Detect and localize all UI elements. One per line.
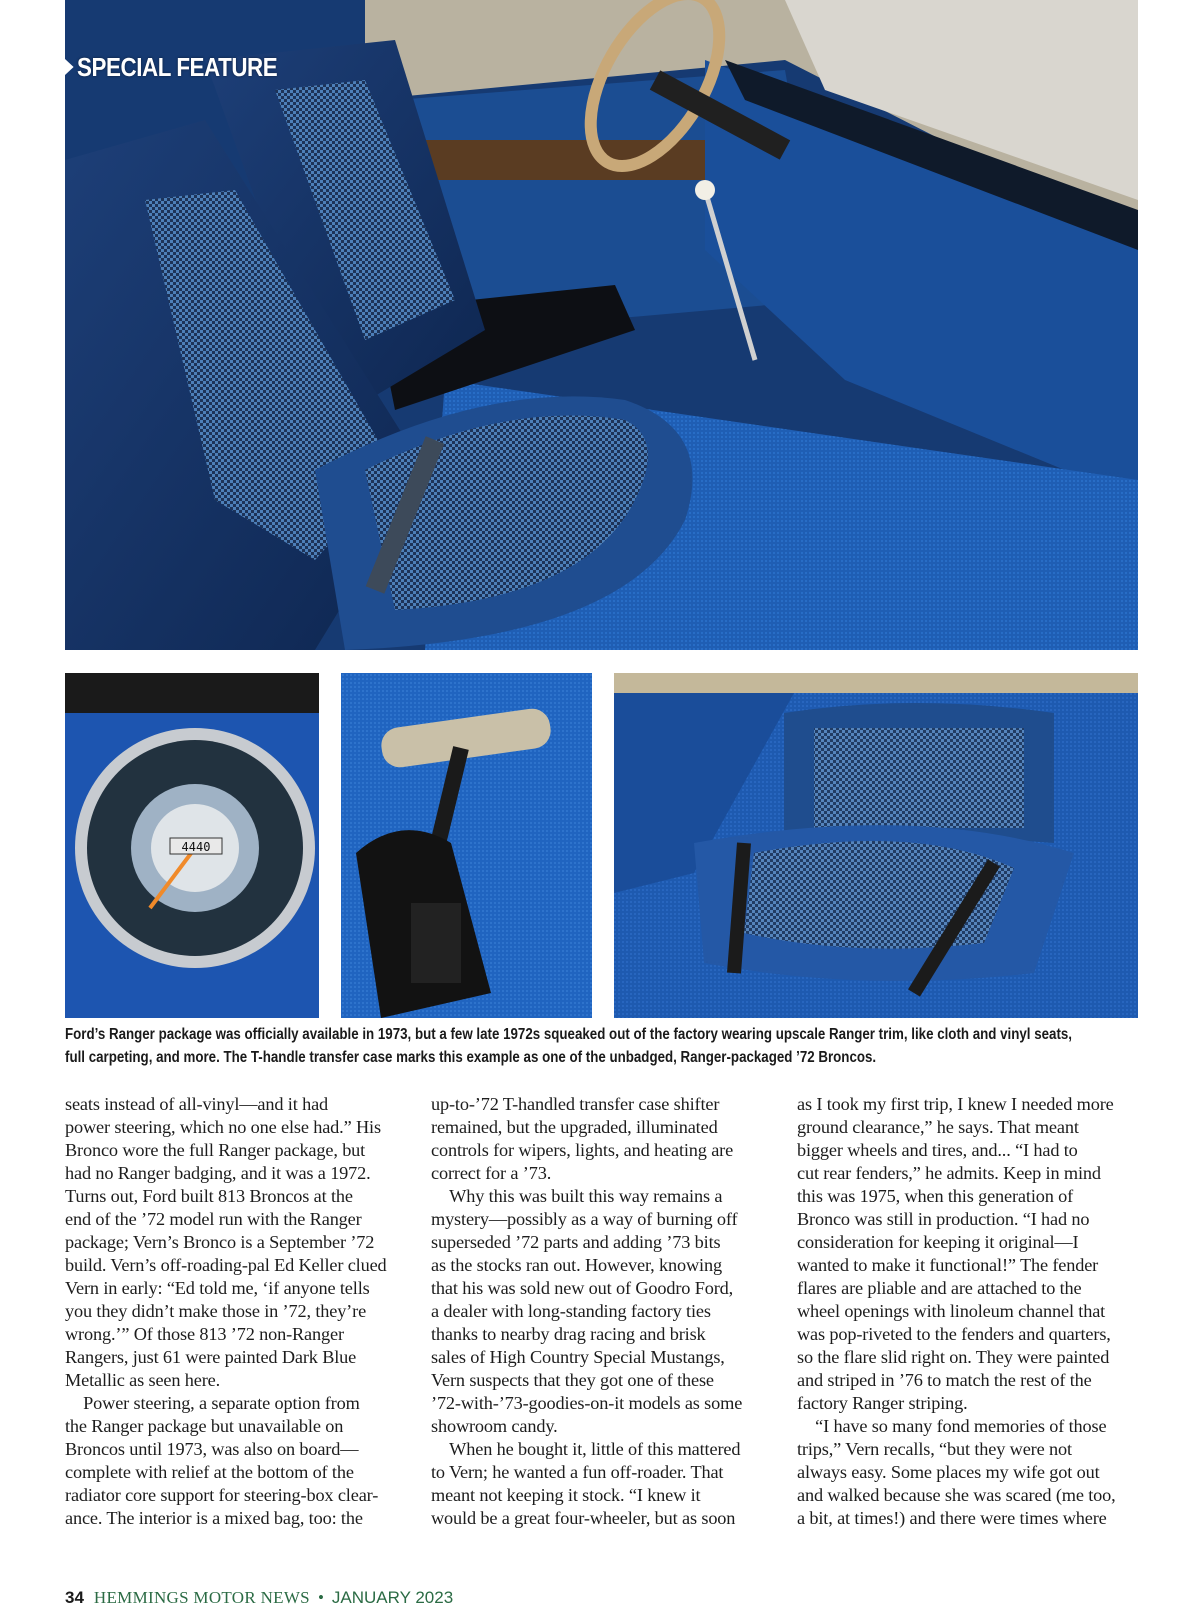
body-text-line: ance. The interior is a mixed bag, too: the bbox=[65, 1508, 363, 1528]
body-text-line: build. Vern’s off-roading-pal Ed Keller clued bbox=[65, 1255, 387, 1275]
body-text-line: as the stocks ran out. However, knowing bbox=[431, 1255, 722, 1275]
triangle-marker-icon bbox=[65, 59, 74, 75]
body-text-line: trips,” Vern recalls, “but they were not bbox=[797, 1439, 1072, 1459]
body-text-line: package; Vern’s Bronco is a September ’72 bbox=[65, 1232, 375, 1252]
issue-date: JANUARY 2023 bbox=[331, 1588, 454, 1607]
body-text-line: and walked because she was scared (me too, bbox=[797, 1485, 1116, 1505]
section-tag-label: SPECIAL FEATURE bbox=[77, 51, 278, 82]
body-text-line: and striped in ’76 to match the rest of the bbox=[797, 1370, 1092, 1390]
speedometer-photo bbox=[65, 673, 319, 1018]
body-text-line: mystery—possibly as a way of burning off bbox=[431, 1209, 738, 1229]
body-text-line: end of the ’72 model run with the Ranger bbox=[65, 1209, 362, 1229]
article-column-3 bbox=[797, 1093, 1142, 1530]
body-text-line: would be a great four-wheeler, but as soon bbox=[431, 1508, 736, 1528]
body-text-line: “I have so many fond memories of those bbox=[797, 1416, 1107, 1436]
body-text-line: flares are pliable and are attached to the bbox=[797, 1278, 1082, 1298]
body-text-line: that his was sold new out of Goodro Ford, bbox=[431, 1278, 734, 1298]
body-text-line: ground clearance,” he says. That meant bbox=[797, 1117, 1079, 1137]
article-column-1 bbox=[65, 1093, 410, 1530]
odometer-readout: 4440 bbox=[181, 840, 211, 854]
body-text-line: factory Ranger striping. bbox=[797, 1393, 968, 1413]
body-text-line: meant not keeping it stock. “I knew it bbox=[431, 1485, 701, 1505]
section-tag bbox=[65, 50, 277, 84]
body-text-line: consideration for keeping it original—I bbox=[797, 1232, 1079, 1252]
body-text-line: Bronco was still in production. “I had no bbox=[797, 1209, 1090, 1229]
body-text-line: controls for wipers, lights, and heating are bbox=[431, 1140, 734, 1160]
main-interior-photo bbox=[65, 0, 1138, 650]
body-text-line: Why this was built this way remains a bbox=[431, 1186, 723, 1206]
article-column-2 bbox=[431, 1093, 776, 1530]
body-text-line: When he bought it, little of this mattered bbox=[431, 1439, 741, 1459]
rear-bench-photo bbox=[614, 673, 1138, 1018]
body-text-line: Power steering, a separate option from bbox=[65, 1393, 360, 1413]
publication-name: HEMMINGS MOTOR NEWS bbox=[93, 1588, 310, 1607]
body-text-line: this was 1975, when this generation of bbox=[797, 1186, 1074, 1206]
body-text-line: remained, but the upgraded, illuminated bbox=[431, 1117, 718, 1137]
shifter-photo bbox=[341, 673, 592, 1018]
body-text-line: wanted to make it functional!” The fender bbox=[797, 1255, 1099, 1275]
body-text-line: ’72-with-’73-goodies-on-it models as some bbox=[431, 1393, 743, 1413]
footer-separator: • bbox=[317, 1588, 324, 1607]
body-text-line: up-to-’72 T-handled transfer case shifter bbox=[431, 1094, 720, 1114]
body-text-line: correct for a ’73. bbox=[431, 1163, 552, 1183]
body-text-line: you they didn’t make those in ’72, they’re bbox=[65, 1301, 367, 1321]
body-text-line: thanks to nearby drag racing and brisk bbox=[431, 1324, 706, 1344]
body-text-line: power steering, which no one else had.” His bbox=[65, 1117, 381, 1137]
body-text-line: Metallic as seen here. bbox=[65, 1370, 221, 1390]
body-text-line: bigger wheels and tires, and... “I had to bbox=[797, 1140, 1078, 1160]
body-text-line: cut rear fenders,” he admits. Keep in mind bbox=[797, 1163, 1101, 1183]
body-text-line: complete with relief at the bottom of the bbox=[65, 1462, 354, 1482]
caption-line: Ford’s Ranger package was officially available in 1973, but a few late 1972s squeaked out of the factory wearing upscale Ranger trim, like cloth and vinyl seats, bbox=[65, 1026, 1073, 1043]
body-text-line: to Vern; he wanted a fun off-roader. That bbox=[431, 1462, 724, 1482]
body-text-line: so the flare slid right on. They were painted bbox=[797, 1347, 1110, 1367]
body-text-line: sales of High Country Special Mustangs, bbox=[431, 1347, 725, 1367]
body-text-line: as I took my first trip, I knew I needed more bbox=[797, 1094, 1114, 1114]
body-text-line: seats instead of all-vinyl—and it had bbox=[65, 1094, 329, 1114]
body-text-line: a dealer with long-standing factory ties bbox=[431, 1301, 711, 1321]
body-text-line: superseded ’72 parts and adding ’73 bits bbox=[431, 1232, 721, 1252]
body-text-line: Vern suspects that they got one of these bbox=[431, 1370, 714, 1390]
body-text-line: Bronco wore the full Ranger package, but bbox=[65, 1140, 366, 1160]
body-text-line: was pop-riveted to the fenders and quarters, bbox=[797, 1324, 1111, 1344]
page-number: 34 bbox=[65, 1588, 84, 1607]
page-footer bbox=[65, 1588, 453, 1608]
body-text-line: Rangers, just 61 were painted Dark Blue bbox=[65, 1347, 357, 1367]
body-text-line: had no Ranger badging, and it was a 1972. bbox=[65, 1163, 371, 1183]
body-text-line: wrong.’” Of those 813 ’72 non-Ranger bbox=[65, 1324, 344, 1344]
body-text-line: Broncos until 1973, was also on board— bbox=[65, 1439, 359, 1459]
body-text-line: radiator core support for steering-box clear- bbox=[65, 1485, 379, 1505]
body-text-line: always easy. Some places my wife got out bbox=[797, 1462, 1100, 1482]
body-text-line: the Ranger package but unavailable on bbox=[65, 1416, 344, 1436]
body-text-line: a bit, at times!) and there were times where bbox=[797, 1508, 1107, 1528]
body-text-line: wheel openings with linoleum channel that bbox=[797, 1301, 1106, 1321]
photo-caption bbox=[65, 1023, 1073, 1069]
body-text-line: Vern in early: “Ed told me, ‘if anyone tells bbox=[65, 1278, 370, 1298]
caption-line: full carpeting, and more. The T-handle transfer case marks this example as one of the unbadged, Ranger-packaged ’72 Broncos. bbox=[65, 1049, 877, 1066]
body-text-line: Turns out, Ford built 813 Broncos at the bbox=[65, 1186, 353, 1206]
body-text-line: showroom candy. bbox=[431, 1416, 558, 1436]
